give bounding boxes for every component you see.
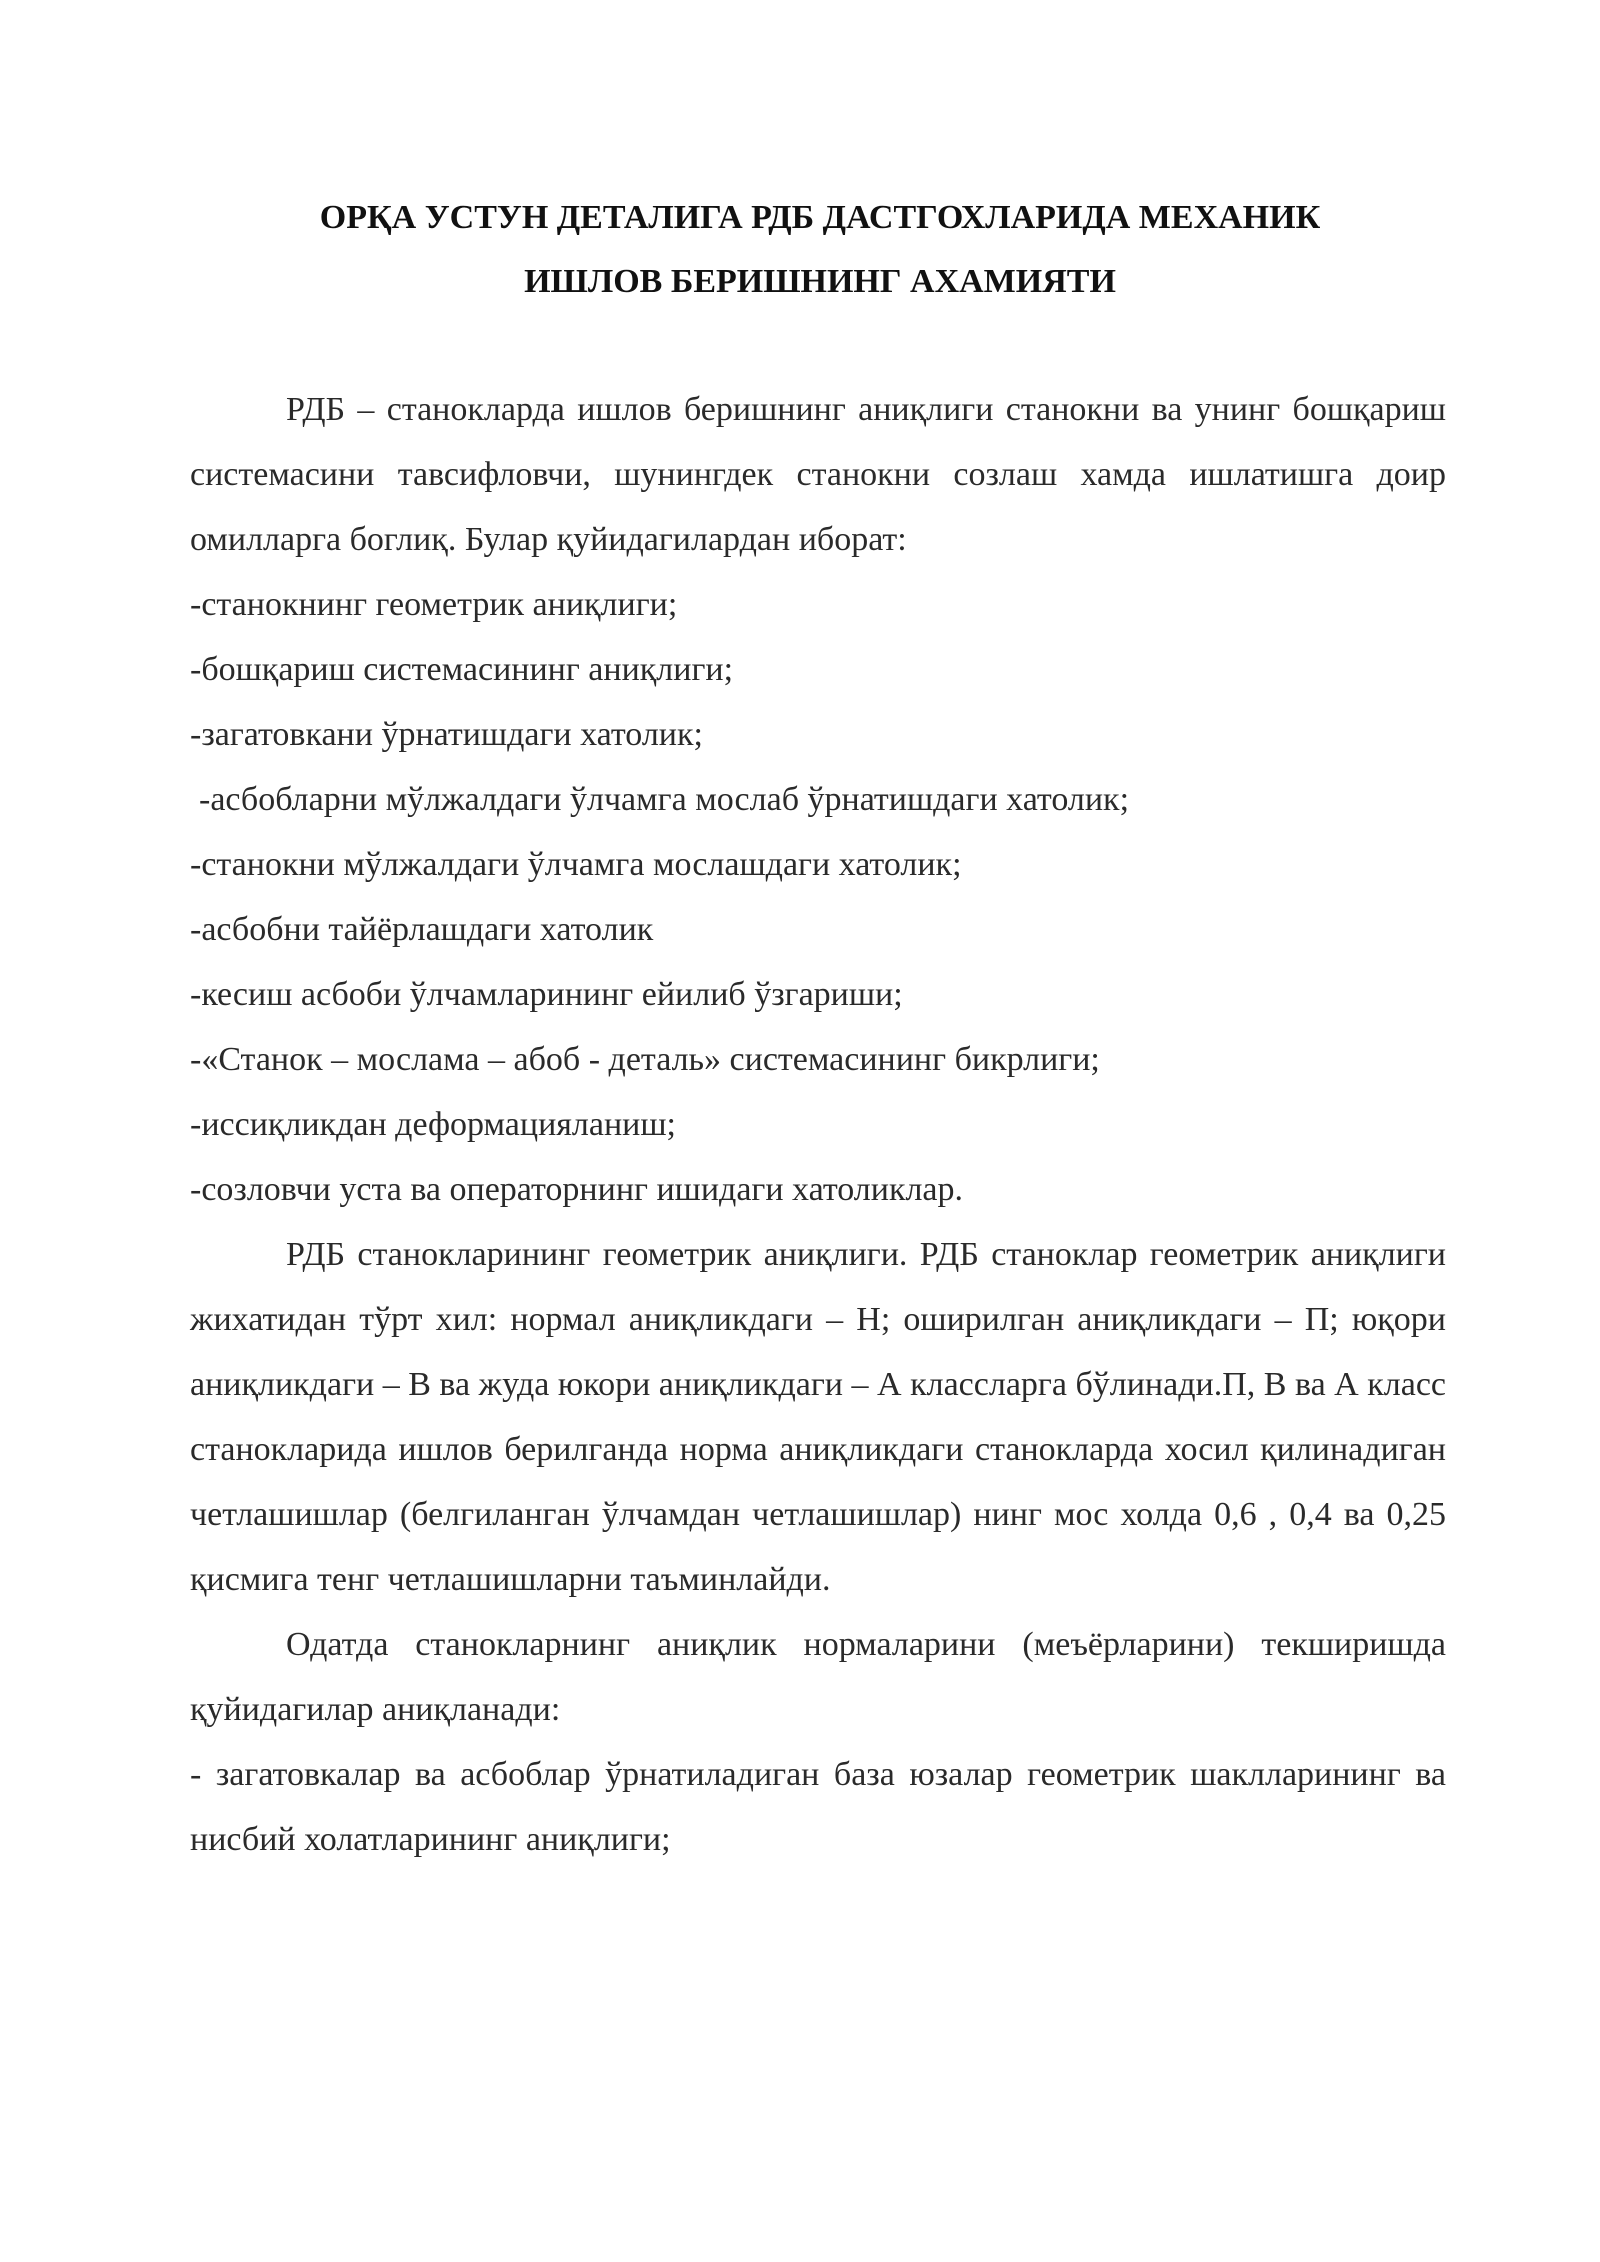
list-item: -станокни мўлжалдаги ўлчамга мослашдаги хатолик; xyxy=(190,846,962,883)
list-item: -станокнинг геометрик аниқлиги; xyxy=(190,586,678,623)
list-item: -бошқариш системасининг аниқлиги; xyxy=(190,651,734,688)
document-body xyxy=(190,377,1446,1872)
accuracy-paragraph: РДБ станокларининг геометрик аниқлиги. РДБ станоклар геометрик аниқлиги жихатидан тўрт хил: нормал аниқликдаги – Н; оширилган аниқликдаги – П; юқори аниқликдаги – В ва жуда юкори аниқликдаги – А классларга бўлинади.П, В ва А класс станокларида ишлов берилганда норма аниқликдаги станокларда хосил қилинадиган четлашишлар (белгиланган ўлчамдан четлашишлар) нинг мос холда 0,6 , 0,4 ва 0,25 қисмига тенг четлашишларни таъминлайди. xyxy=(190,1236,1446,1598)
document-title xyxy=(190,186,1450,314)
list-item: -асбобни тайёрлашдаги хатолик xyxy=(190,911,654,948)
list-item: -асбобларни мўлжалдаги ўлчамга мослаб ўрнатишдаги хатолик; xyxy=(199,781,1130,818)
title-line-2: ИШЛОВ БЕРИШНИНГ АХАМИЯТИ xyxy=(524,263,1116,300)
list-item: -иссиқликдан деформацияланиш; xyxy=(190,1106,676,1143)
factors-list xyxy=(190,572,1446,1222)
list-item: -созловчи уста ва операторнинг ишидаги хатоликлар. xyxy=(190,1171,964,1208)
title-line-1: ОРҚА УСТУН ДЕТАЛИГА РДБ ДАСТГОХЛАРИДА МЕХАНИК xyxy=(319,199,1321,236)
list-item: -«Станок – мослама – абоб - деталь» системасининг бикрлиги; xyxy=(190,1041,1100,1078)
norms-paragraph: Одатда станокларнинг аниқлик нормаларини (меъёрларини) текширишда қуйидагилар аниқланади: xyxy=(190,1626,1446,1728)
norms-list-item: - загатовкалар ва асбоблар ўрнатиладиган база юзалар геометрик шаклларининг ва нисбий холатларининг аниқлиги; xyxy=(190,1756,1446,1858)
list-item: -загатовкани ўрнатишдаги хатолик; xyxy=(190,716,703,753)
list-item: -кесиш асбоби ўлчамларининг ейилиб ўзгариши; xyxy=(190,976,903,1013)
intro-paragraph: РДБ – станокларда ишлов беришнинг аниқлиги станокни ва унинг бошқариш системасини тавсифловчи, шунингдек станокни созлаш хамда ишлатишга доир омилларга боглиқ. Булар қуйидагилардан иборат: xyxy=(190,391,1446,558)
